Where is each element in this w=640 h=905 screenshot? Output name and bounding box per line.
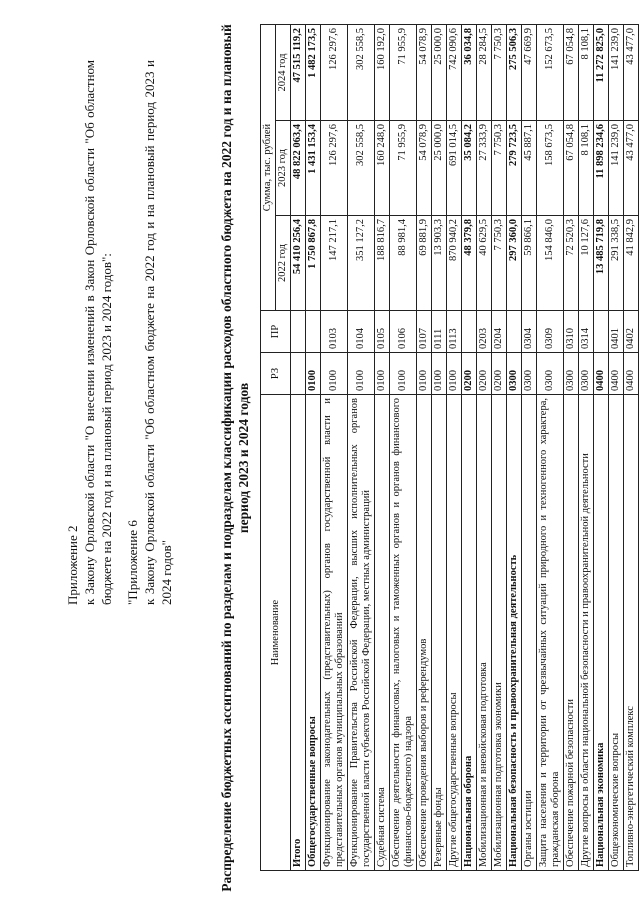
row-name: Общеэкономические вопросы [609,395,624,871]
row-value-2022: 870 940,2 [447,216,462,311]
row-value-2023: 126 297,6 [321,121,348,216]
row-name: Национальная оборона [462,395,477,871]
header-year-2023: 2023 год [276,121,291,216]
row-value-2023: 1 431 153,4 [306,121,321,216]
row-pr: 0104 [348,311,375,353]
row-value-2024: 47 669,9 [522,25,537,121]
table-body [291,25,639,871]
row-value-2023: 45 887,1 [522,121,537,216]
document-title: Распределение бюджетных ассигнований по разделам и подразделам классификации расходов областного бюджета на 2022 год и на плановый период 2023 и 2024 годов [219,24,251,892]
row-name: Другие общегосударственные вопросы [447,395,462,871]
row-value-2024: 11 272 825,0 [594,25,609,121]
row-pr: 0402 [624,311,639,353]
row-pr: 0106 [390,311,417,353]
row-pr [462,311,477,353]
row-pr: 0204 [492,311,507,353]
row-value-2022: 72 520,3 [564,216,579,311]
row-name: Итого [291,395,306,871]
row-pr [507,311,522,353]
row-value-2023: 7 750,3 [492,121,507,216]
row-name: Резервные фонды [432,395,447,871]
row-value-2023: 43 477,0 [624,121,639,216]
header-year-2022: 2022 год [276,216,291,311]
row-name: Мобилизационная подготовка экономики [492,395,507,871]
row-rz: 0300 [564,353,579,395]
table-row [624,25,639,871]
table-row [609,25,624,871]
row-name: Судебная система [375,395,390,871]
row-name: Функционирование законодательных (представительных) органов государственной власти и представительных органов муниципальных образований [321,395,348,871]
table-row [492,25,507,871]
row-name: Органы юстиции [522,395,537,871]
row-name: Мобилизационная и вневойсковая подготовка [477,395,492,871]
row-value-2022: 188 816,7 [375,216,390,311]
row-value-2024: 47 515 119,2 [291,25,306,121]
row-pr: 0111 [432,311,447,353]
row-value-2022: 291 338,5 [609,216,624,311]
header-name: Наименование [261,395,291,871]
table-row [375,25,390,871]
row-value-2022: 69 881,9 [417,216,432,311]
table-row [522,25,537,871]
table-row [537,25,564,871]
row-value-2022: 7 750,3 [492,216,507,311]
row-value-2023: 25 000,0 [432,121,447,216]
row-pr: 0203 [477,311,492,353]
row-value-2023: 691 014,5 [447,121,462,216]
row-name: Функционирование Правительства Российской Федерации, высших исполнительных органов государственной власти субъектов Российской Федерации, местных администраций [348,395,375,871]
row-value-2023: 11 898 234,6 [594,121,609,216]
row-rz: 0100 [321,353,348,395]
table-row [417,25,432,871]
row-value-2023: 54 078,9 [417,121,432,216]
table-row [348,25,375,871]
row-value-2023: 8 108,1 [579,121,594,216]
table-row [579,25,594,871]
row-pr: 0105 [375,311,390,353]
row-value-2022: 54 410 256,4 [291,216,306,311]
row-pr [291,311,306,353]
row-value-2024: 742 090,6 [447,25,462,121]
row-pr [594,311,609,353]
row-value-2023: 48 822 063,4 [291,121,306,216]
table-row [447,25,462,871]
budget-table [260,24,639,871]
row-name: Другие вопросы в области национальной безопасности и правоохранительной деятельности [579,395,594,871]
table-row [462,25,477,871]
row-rz: 0100 [390,353,417,395]
row-rz: 0200 [462,353,477,395]
row-rz [291,353,306,395]
row-rz: 0100 [417,353,432,395]
appendix-block [64,60,175,605]
row-value-2023: 158 673,5 [537,121,564,216]
row-value-2023: 27 333,9 [477,121,492,216]
row-value-2024: 43 477,0 [624,25,639,121]
table-row [594,25,609,871]
row-rz: 0300 [579,353,594,395]
table-row [321,25,348,871]
header-sum-group: Сумма, тыс. рублей [261,25,276,311]
table-row [477,25,492,871]
row-value-2023: 35 084,2 [462,121,477,216]
appendix-inner-law-reference: к Закону Орловской области "Об областном бюджете на 2022 год и на плановый период 2023 и 2024 годов" [142,60,174,605]
row-pr: 0103 [321,311,348,353]
row-value-2022: 297 360,0 [507,216,522,311]
row-rz: 0100 [348,353,375,395]
table-row [306,25,321,871]
row-value-2024: 302 558,5 [348,25,375,121]
row-value-2023: 160 248,0 [375,121,390,216]
row-rz: 0400 [594,353,609,395]
row-pr: 0309 [537,311,564,353]
row-value-2024: 160 192,0 [375,25,390,121]
row-value-2024: 141 239,0 [609,25,624,121]
appendix-law-reference: к Закону Орловской области "О внесении изменений в Закон Орловской области "Об областном бюджете на 2022 год и на плановый период 2023 и 2024 годов": [82,60,114,605]
row-pr: 0113 [447,311,462,353]
row-value-2022: 154 846,0 [537,216,564,311]
row-pr [306,311,321,353]
row-name: Обеспечение проведения выборов и референдумов [417,395,432,871]
table-row [432,25,447,871]
row-rz: 0100 [447,353,462,395]
row-value-2023: 302 558,5 [348,121,375,216]
row-value-2022: 88 981,4 [390,216,417,311]
row-value-2024: 8 108,1 [579,25,594,121]
row-value-2023: 67 054,8 [564,121,579,216]
row-value-2024: 54 078,9 [417,25,432,121]
row-value-2023: 141 239,0 [609,121,624,216]
table-row [564,25,579,871]
row-pr: 0401 [609,311,624,353]
row-rz: 0200 [477,353,492,395]
row-value-2022: 1 750 867,8 [306,216,321,311]
row-name: Национальная экономика [594,395,609,871]
row-rz: 0300 [507,353,522,395]
row-pr: 0304 [522,311,537,353]
row-value-2024: 275 506,3 [507,25,522,121]
row-value-2022: 13 903,3 [432,216,447,311]
row-rz: 0100 [306,353,321,395]
row-value-2023: 71 955,9 [390,121,417,216]
row-value-2024: 71 955,9 [390,25,417,121]
row-pr: 0310 [564,311,579,353]
row-name: Общегосударственные вопросы [306,395,321,871]
row-rz: 0100 [375,353,390,395]
table-row [390,25,417,871]
row-pr: 0314 [579,311,594,353]
row-value-2024: 25 000,0 [432,25,447,121]
appendix-inner-number: "Приложение 6 [125,520,140,605]
row-value-2022: 41 842,9 [624,216,639,311]
row-rz: 0200 [492,353,507,395]
row-name: Национальная безопасность и правоохранительная деятельность [507,395,522,871]
table-row [507,25,522,871]
row-value-2022: 40 629,5 [477,216,492,311]
row-value-2022: 48 379,8 [462,216,477,311]
row-pr: 0107 [417,311,432,353]
header-pr: ПР [261,311,291,353]
row-value-2024: 152 673,5 [537,25,564,121]
row-value-2024: 1 482 173,5 [306,25,321,121]
row-value-2022: 59 866,1 [522,216,537,311]
row-name: Топливно-энергетический комплекс [624,395,639,871]
row-value-2024: 28 284,5 [477,25,492,121]
row-value-2024: 36 034,8 [462,25,477,121]
row-rz: 0300 [537,353,564,395]
header-year-2024: 2024 год [276,25,291,121]
header-rz: РЗ [261,353,291,395]
row-rz: 0400 [624,353,639,395]
row-rz: 0300 [522,353,537,395]
table-row [291,25,306,871]
row-value-2022: 13 485 719,8 [594,216,609,311]
row-name: Обеспечение деятельности финансовых, налоговых и таможенных органов и органов финансового (финансово-бюджетного) надзора [390,395,417,871]
row-value-2022: 147 217,1 [321,216,348,311]
row-value-2022: 351 127,2 [348,216,375,311]
row-rz: 0100 [432,353,447,395]
row-name: Защита населения и территории от чрезвычайных ситуаций природного и техногенного характера, гражданская оборона [537,395,564,871]
row-value-2024: 67 054,8 [564,25,579,121]
row-value-2023: 279 723,5 [507,121,522,216]
appendix-number: Приложение 2 [65,525,80,605]
row-value-2024: 7 750,3 [492,25,507,121]
row-value-2024: 126 297,6 [321,25,348,121]
row-value-2022: 10 127,6 [579,216,594,311]
row-rz: 0400 [609,353,624,395]
row-name: Обеспечение пожарной безопасности [564,395,579,871]
